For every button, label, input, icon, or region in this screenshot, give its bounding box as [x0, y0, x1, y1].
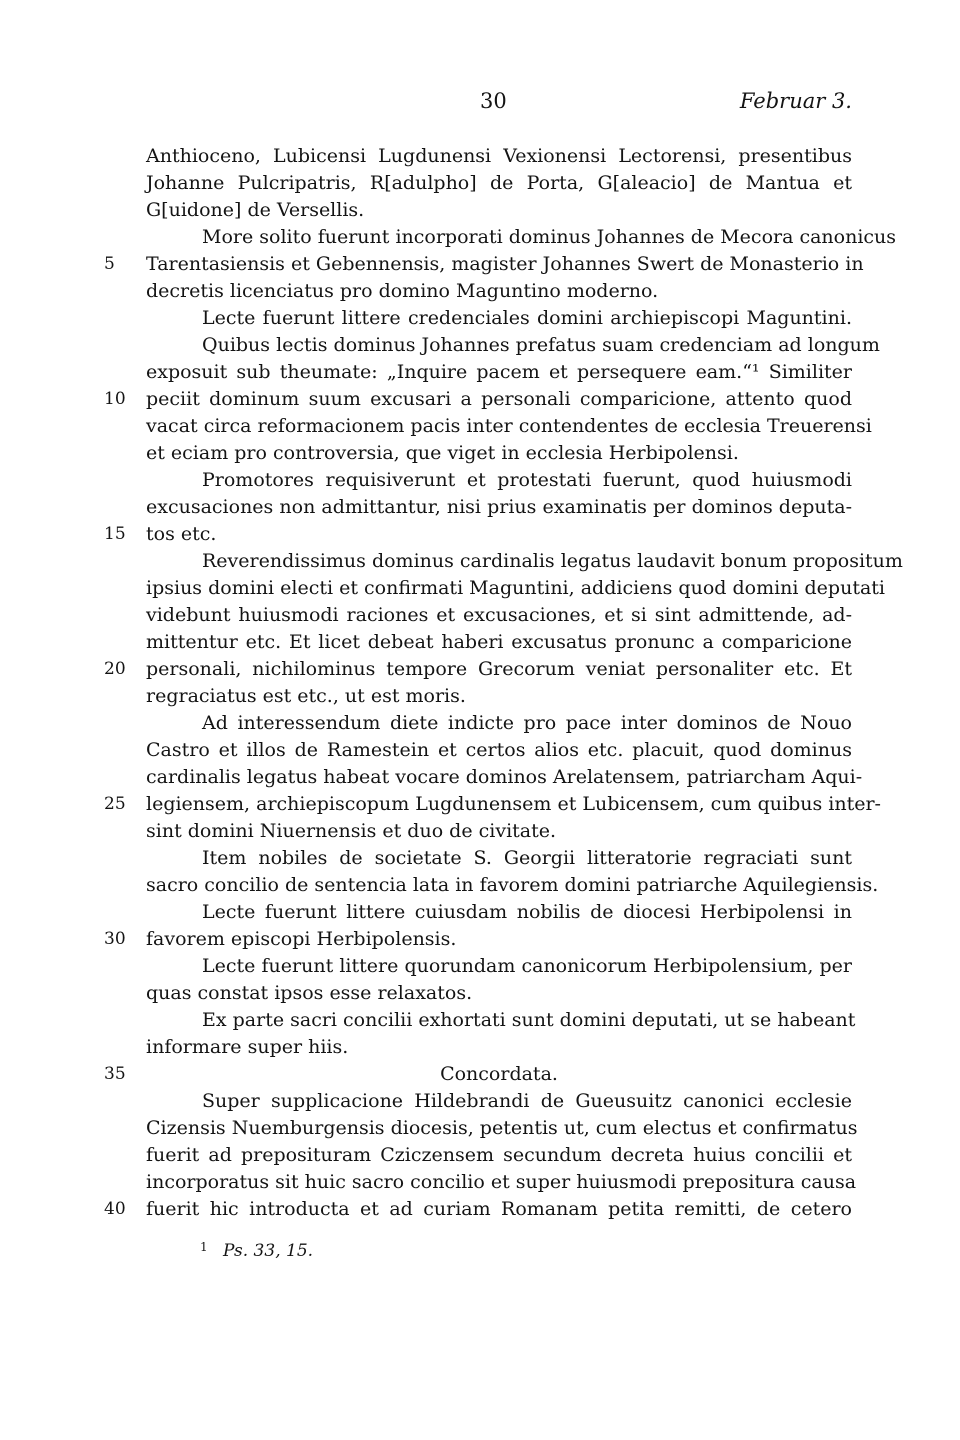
text-line — [0, 656, 852, 683]
text-line — [0, 818, 852, 845]
line-text: Ad interessendum diete indicte pro pace inter dominos de Nouo — [202, 712, 852, 734]
text-line — [0, 791, 881, 818]
text-line — [0, 575, 885, 602]
text-line — [0, 548, 903, 575]
text-line — [0, 359, 852, 386]
text-line — [0, 1115, 858, 1142]
text-line — [0, 1196, 852, 1223]
footnote-marker: 1 — [200, 1240, 208, 1254]
text-line — [0, 143, 852, 170]
line-text: fuerit hic introducta et ad curiam Romanam petita remitti, de cetero — [146, 1198, 852, 1220]
line-text: vacat circa reformacionem pacis inter contendentes de ecclesia Treuerensi — [146, 415, 872, 437]
body-text — [0, 143, 960, 1223]
line-number: 40 — [104, 1199, 126, 1219]
text-line — [0, 845, 852, 872]
text-line — [0, 737, 852, 764]
line-text: G[uidone] de Versellis. — [146, 199, 365, 221]
line-number: 20 — [104, 659, 126, 679]
line-number: 10 — [104, 389, 126, 409]
line-text: et eciam pro controversia, que viget in ecclesia Herbipolensi. — [146, 442, 739, 464]
line-text: peciit dominum suum excusari a personali comparicione, attento quod — [146, 388, 852, 410]
line-text: excusaciones non admittantur, nisi prius examinatis per dominos deputa- — [146, 496, 852, 518]
text-line — [0, 899, 852, 926]
line-text: Johanne Pulcripatris, R[adulpho] de Porta, G[aleacio] de Mantua et — [146, 172, 852, 194]
line-text: tos etc. — [146, 523, 217, 545]
text-line — [0, 953, 852, 980]
line-text: favorem episcopi Herbipolensis. — [146, 928, 457, 950]
line-text: decretis licenciatus pro domino Maguntino moderno. — [146, 280, 659, 302]
page-number: 30 — [480, 89, 507, 113]
text-line — [0, 440, 852, 467]
line-number: 5 — [104, 254, 115, 274]
text-line — [0, 926, 852, 953]
text-line — [0, 1169, 857, 1196]
text-line — [0, 629, 852, 656]
line-text: Tarentasiensis et Gebennensis, magister Johannes Swert de Monasterio in — [146, 253, 864, 275]
text-line — [0, 197, 852, 224]
line-text: legiensem, archiepiscopum Lugdunensem et Lubicensem, cum quibus inter- — [146, 793, 881, 815]
text-line — [0, 386, 852, 413]
text-line — [0, 602, 852, 629]
line-text: personali, nichilominus tempore Grecorum veniat personaliter etc. Et — [146, 658, 852, 680]
line-text: mittentur etc. Et licet debeat haberi excusatus pronunc a comparicione — [146, 631, 852, 653]
running-head: Februar 3. — [739, 89, 852, 113]
text-line — [0, 305, 852, 332]
line-text: sint domini Niuernensis et duo de civitate. — [146, 820, 557, 842]
footnote-text: Ps. 33, 15. — [223, 1241, 314, 1261]
line-text: Lecte fuerunt littere credenciales domini archiepiscopi Maguntini. — [202, 307, 852, 329]
text-line — [0, 710, 852, 737]
line-text: Ex parte sacri concilii exhortati sunt domini deputati, ut se habeant — [202, 1009, 856, 1031]
line-number: 35 — [104, 1064, 126, 1084]
line-text: Promotores requisiverunt et protestati fuerunt, quod huiusmodi — [202, 469, 852, 491]
line-text: cardinalis legatus habeat vocare dominos Arelatensem, patriarcham Aqui- — [146, 766, 863, 788]
text-line — [0, 494, 852, 521]
text-line — [0, 872, 879, 899]
page-header — [0, 89, 960, 119]
line-text: Lecte fuerunt littere quorundam canonicorum Herbipolensium, per — [202, 955, 852, 977]
line-text: incorporatus sit huic sacro concilio et super huiusmodi prepositura causa — [146, 1171, 857, 1193]
footnote — [200, 1240, 313, 1261]
text-line — [0, 251, 864, 278]
text-line — [0, 413, 872, 440]
line-text: Lecte fuerunt littere cuiusdam nobilis de diocesi Herbipolensi in — [202, 901, 852, 923]
line-text: informare super hiis. — [146, 1036, 349, 1058]
line-text: Item nobiles de societate S. Georgii litteratorie regraciati sunt — [202, 847, 852, 869]
text-line — [0, 1034, 852, 1061]
line-text: videbunt huiusmodi raciones et excusaciones, et si sint admittende, ad- — [146, 604, 852, 626]
text-line — [0, 1007, 856, 1034]
line-text: Anthioceno, Lubicensi Lugdunensi Vexionensi Lectorensi, presentibus — [146, 145, 852, 167]
line-text: More solito fuerunt incorporati dominus Johannes de Mecora canonicus — [202, 226, 897, 248]
line-text: exposuit sub theumate: „Inquire pacem et persequere eam.“¹ Similiter — [146, 361, 852, 383]
text-line — [0, 278, 852, 305]
text-line — [0, 224, 897, 251]
text-line — [0, 1142, 852, 1169]
line-number: 30 — [104, 929, 126, 949]
text-line — [0, 332, 880, 359]
text-line — [0, 683, 852, 710]
line-text: Reverendissimus dominus cardinalis legatus laudavit bonum propositum — [202, 550, 903, 572]
text-line — [0, 521, 852, 548]
text-line — [0, 170, 852, 197]
line-text: ipsius domini electi et confirmati Maguntini, addiciens quod domini deputati — [146, 577, 885, 599]
line-text: regraciatus est etc., ut est moris. — [146, 685, 466, 707]
line-text: fuerit ad preposituram Cziczensem secundum decreta huius concilii et — [146, 1144, 852, 1166]
line-text: Quibus lectis dominus Johannes prefatus suam credenciam ad longum — [202, 334, 880, 356]
line-text: Cizensis Nuemburgensis diocesis, petentis ut, cum electus et confirmatus — [146, 1117, 858, 1139]
text-line — [0, 1061, 852, 1088]
line-text: Super supplicacione Hildebrandi de Gueusuitz canonici ecclesie — [202, 1090, 852, 1112]
text-line — [0, 764, 863, 791]
line-text: Castro et illos de Ramestein et certos alios etc. placuit, quod dominus — [146, 739, 852, 761]
text-line — [0, 1088, 852, 1115]
line-number: 15 — [104, 524, 126, 544]
text-line — [0, 980, 852, 1007]
line-number: 25 — [104, 794, 126, 814]
line-text: quas constat ipsos esse relaxatos. — [146, 982, 473, 1004]
line-text: sacro concilio de sentencia lata in favorem domini patriarche Aquilegiensis. — [146, 874, 879, 896]
text-line — [0, 467, 852, 494]
line-text: Concordata. — [440, 1063, 558, 1085]
